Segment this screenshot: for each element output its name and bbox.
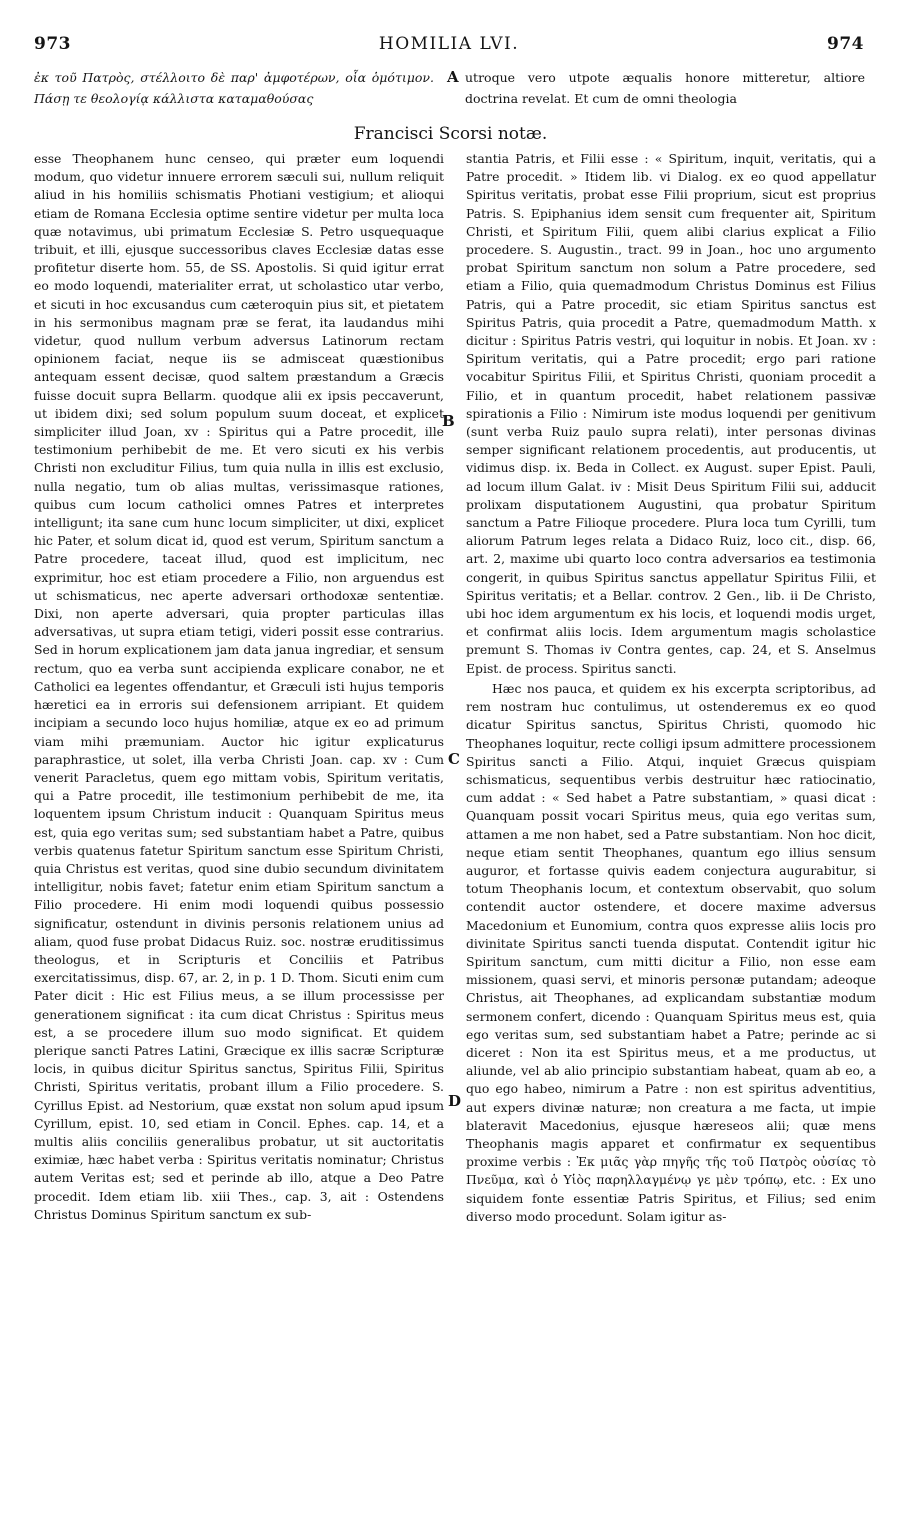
margin-marker-b: B <box>442 412 455 430</box>
right-paragraph-1: stantia Patris, et Filii esse : « Spiritum, inquit, veritatis, qui a Patre procedit. » Itidem lib. vi Dialog. ex eo quod appellatur Spiritus veritatis, probat esse Filii proprium, sicut est proprius Patris. S. Epiphanius idem sensit cum frequenter ait, Spiritum Christi, et Spiritum Filii, quem alibi clarius explicat a Filio procedere. S. Augustin., tract. 99 in Joan., hoc uno argumento probat Spiritum sanctum non solum a Patre procedere, sed etiam a Filio, quia quemadmodum Christus Dominus est Filius Patris, qui a Patre procedit, sic etiam Spiritus sanctus est Spiritus Patris, quia procedit a Patre, quemadmodum Matth. x dicitur : Spiritus Patris vestri, qui loquitur in nobis. Et Joan. xv : Spiritum veritatis, qui a Patre procedit; ergo pari ratione vocabitur Spiritus Filii, et Spiritus Christi, quoniam procedit a Filio, et in quantum procedit, habet relationem passivæ spirationis a Filio : Nimirum iste modus loquendi per genitivum (sunt verba Ruiz paulo supra relati), inter personas divinas semper significant relationem procedentis, aut producentis, ut vidimus disp. ix. Beda in Collect. ex August. super Epist. Pauli, ad locum illum Galat. iv : Misit Deus Spiritum Filii sui, adducit prolixam disputationem Augustini, qua probatur Spiritum sanctum a Patre Filioque procedere. Plura loca tum Cyrilli, tum aliorum Patrum leges relata a Didaco Ruiz, loco cit., disp. 66, art. 2, maxime ubi quarto loco contra adversarios ea testimonia congerit, in quibus Spiritus sanctus appellatur Spiritus Filii, et Spiritus veritatis; et a Bellar. controv. 2 Gen., lib. ii De Christo, ubi hoc idem argumentum ex his locis, et loquendi modis urget, et confirmat aliis locis. Idem argumentum magis scholastice premunt S. Thomas iv Contra gentes, cap. 24, et S. Anselmus Epist. de process. Spiritus sancti. <box>466 151 876 676</box>
latin-text-continuation: utroque vero utpote æqualis honore mitteretur, altiore doctrina revelat. Et cum de omni theologia <box>465 70 865 106</box>
right-column <box>466 150 876 1530</box>
left-column <box>34 150 444 1530</box>
margin-marker-a: A <box>447 68 459 86</box>
page-number-left: 973 <box>34 34 71 54</box>
left-paragraph: esse Theophanem hunc censeo, qui præter eum loquendi modum, quo videtur innuere errorem sæculi sui, nullum reliquit aliud in his homiliis schismatis Photiani vestigium; et alioqui etiam de Romana Ecclesia optime sentire videtur per multa loca quæ notavimus, ubi primatum Ecclesiæ S. Petro usquequaque tribuit, et illi, ejusque successoribus claves Ecclesiæ datas esse profitetur diserte hom. 55, de SS. Apostolis. Si quid igitur errat eo modo loquendi, materialiter errat, ut scholastico utar verbo, et sicuti in hoc excusandus cum cæteroquin pius sit, et pietatem in his sermonibus magnam præ se ferat, ita laudandus mihi videtur, quod nullum verbum adversus Latinorum rectam opinionem faciat, neque iis se admisceat quæstionibus antequam essent decisæ, quod saltem præstandum a Græcis fuisse docuit supra Bellarm. quodque alii ex ipsis peccaverunt, ut ibidem dixi; sed solum populum suum doceat, et explicet simpliciter illud Joan, xv : Spiritus qui a Patre procedit, ille testimonium perhibebit de me. Et vero sicuti ex his verbis Christi non excluditur Filius, tum quia nulla in illis est exclusio, nulla negatio, tum ob alias multas, verissimasque rationes, quibus cum locum catholici omnes Patres et interpretes intelligunt; ita sane cum hunc locum simpliciter, ut dixi, explicet hic Pater, et solum dicat id, quod est verum, Spiritum sanctum a Patre procedere, taceat illud, quod est implicitum, nec exprimitur, hoc est etiam procedere a Filio, non arguendus est ut schismaticus, nec aperte adversari orthodoxæ sententiæ. Dixi, non aperte adversari, quia propter particulas illas adversativas, ut supra etiam tetigi, videri possit esse contrarius. Sed in horum explicationem jam data janua ingrediar, et sensum rectum, quo ea verba sunt accipienda explicare conabor, ne et Catholici ea legentes offendantur, et Græculi isti hujus temporis hæretici ea in erroris sui defensionem arripiant. Et quidem incipiam a secundo loco hujus homiliæ, atque ex eo ad primum viam mihi præmuniam. Auctor hic igitur explicaturus paraphrastice, ut solet, illa verba Christi Joan. cap. xv : Cum venerit Paracletus, quem ego mittam vobis, Spiritum veritatis, qui a Patre procedit, ille testimonium perhibebit de me, ita loquentem ipsum Christum inducit : Quanquam Spiritus meus est, quia ego veritas sum; sed substantiam habet a Patre, quibus verbis quatenus fatetur Spiritum sanctum esse Spiritum Christi, quia Christus est veritas, quod sine dubio secundum divinitatem intelligitur, nobis favet; fatetur enim etiam Spiritum sanctum a Filio procedere. Hi enim modi loquendi quibus possessio significatur, ostendunt in divinis personis relationem unius ad aliam, quod fuse probat Didacus Ruiz. soc. nostræ eruditissimus theologus, et in Scripturis et Conciliis et Patribus exercitatissimus, disp. 67, ar. 2, in p. 1 D. Thom. Sicuti enim cum Pater dicit : Hic est Filius meus, a se illum processisse per generationem significat : ita cum dicat Christus : Spiritus meus est, a se procedere illum suo modo significat. Et quidem plerique sancti Patres Latini, Græcique ex illis sacræ Scripturæ locis, in quibus dicitur Spiritus sanctus, Spiritus Filii, Spiritus Christi, Spiritus veritatis, probant illum a Filio procedere. S. Cyrillus Epist. ad Nestorium, quæ exstat non solum apud ipsum Cyrillum, epist. 10, sed etiam in Concil. Ephes. cap. 14, et a multis aliis conciliis generalibus probatur, ut sit auctoritatis eximiæ, hæc habet verba : Spiritus veritatis nominatur; Christus autem Veritas est; sed et perinde ab illo, atque a Deo Patre procedit. Idem etiam lib. xiii Thes., cap. 3, ait : Ostendens Christus Dominus Spiritum sanctum ex sub- <box>34 151 444 1222</box>
margin-marker-c: C <box>448 750 460 768</box>
right-paragraph-2: Hæc nos pauca, et quidem ex his excerpta scriptoribus, ad rem nostram huc contulimus, ut ostenderemus ex eo quod dicatur Spiritus sanctus, Spiritus Christi, quomodo hic Theophanes loquitur, recte colligi ipsum admittere processionem Spiritus sancti a Filio. Atqui, inquiet Græcus quispiam schismaticus, sequentibus verbis destruitur hæc ratiocinatio, cum addat : « Sed habet a Patre substantiam, » quasi dicat : Quanquam possit vocari Spiritus meus, quia ego veritas sum, attamen a me non habet, sed a Patre substantiam. Non hoc dicit, neque etiam sentit Theophanes, quantum ego illius sensum auguror, et fortasse quivis eadem conjectura augurabitur, si totum Theophanis locum, et contextum observabit, quo solum contendit auctor ostendere, et docere maxime adversus Macedonium et Eunomium, contra quos expresse aliis locis pro divinitate Spiritus sancti tuenda disputat. Contendit igitur hic Spiritum sanctum, cum mitti dicitur a Filio, non esse eam missionem, quasi servi, et minoris personæ putandam; adeoque Christus, ait Theophanes, ad explicandam substantiæ modum sermonem confert, dicendo : Quanquam Spiritus meus est, quia ego veritas sum, sed substantiam habet a Patre; perinde ac si diceret : Non ita est Spiritus meus, et a me productus, ut aliunde, vel ab alio principio substantiam habeat, quam ab eo, a quo ego habeo, nimirum a Patre : non est spiritus adventitius, aut expers divinæ naturæ; non creatura a me facta, ut impie blateravit Macedonius, ejusque hæreseos alii; quæ mens Theophanis magis apparet et confirmatur ex sequentibus proxime verbis : Ἐκ μιᾶς γὰρ πηγῆς τῆς τοῦ Πατρὸς οὐσίας τὸ Πνεῦμα, καὶ ὁ Υἱὸς παρηλλαγμένῳ γε μὲν τρόπῳ, etc. : Ex uno siquidem fonte essentiæ Patris Spiritus, et Filius; sed enim diverso modo procedunt. Solam igitur as- <box>466 680 876 1224</box>
greek-text-continuation: ἐκ τοῦ Πατρὸς, στέλλοιτο δὲ παρ' ἀμφοτέρων, οἷα ὁμότιμον. Πάσῃ τε θεολογίᾳ κάλλιστα καταμαθούσας <box>34 70 434 106</box>
running-title: HOMILIA LVI. <box>378 34 520 54</box>
notes-heading: Francisci Scorsi notæ. <box>353 124 548 144</box>
margin-marker-d: D <box>448 1092 462 1110</box>
page-number-right: 974 <box>827 34 864 54</box>
page-header <box>34 34 864 64</box>
